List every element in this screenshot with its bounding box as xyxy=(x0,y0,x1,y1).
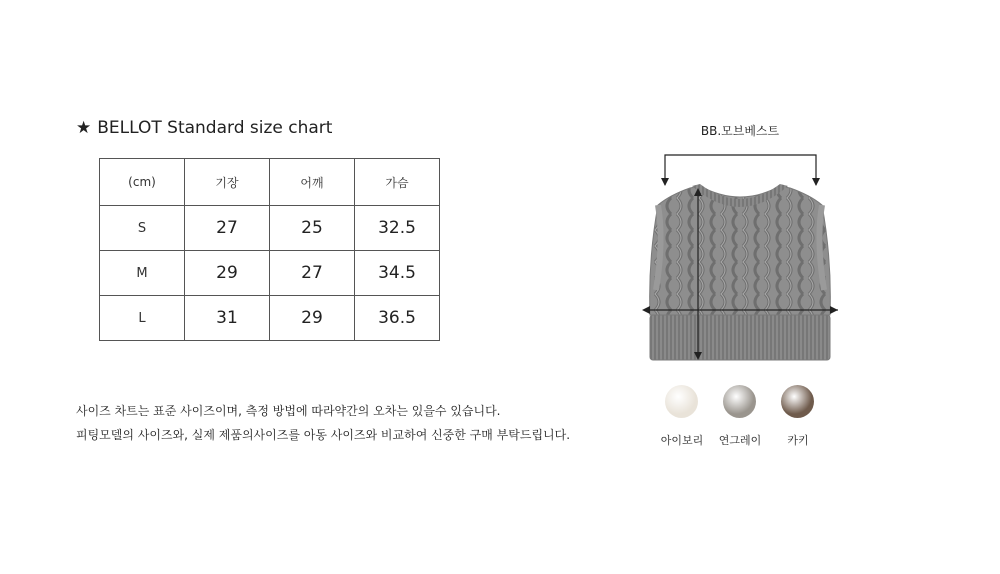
chest-value: 32.5 xyxy=(355,206,440,251)
table-row xyxy=(100,251,440,296)
size-label: L xyxy=(100,296,185,341)
table-row xyxy=(100,206,440,251)
size-label: M xyxy=(100,251,185,296)
header-unit: (cm) xyxy=(100,159,185,206)
note-line: 사이즈 차트는 표준 사이즈이며, 측정 방법에 따라약간의 오차는 있을수 있습니다. xyxy=(76,404,501,418)
shoulder-value: 27 xyxy=(270,251,355,296)
color-swatch-lightgray[interactable] xyxy=(723,385,756,418)
product-name: BB.모브베스트 xyxy=(700,124,780,138)
shoulder-value: 29 xyxy=(270,296,355,341)
length-value: 31 xyxy=(185,296,270,341)
size-notes xyxy=(76,399,570,447)
size-chart-title-text: BELLOT Standard size chart xyxy=(97,118,333,138)
shoulder-value: 25 xyxy=(270,206,355,251)
note-line: 피팅모델의 사이즈와, 실제 제품의사이즈를 아동 사이즈와 비교하여 신중한 구매 부탁드립니다. xyxy=(76,428,571,442)
chest-value: 36.5 xyxy=(355,296,440,341)
star-icon: ★ xyxy=(76,118,92,138)
table-header-row xyxy=(100,159,440,206)
size-chart-title xyxy=(76,118,332,138)
color-label-khaki: 카키 xyxy=(787,434,809,447)
shoulder-measure-arrow xyxy=(661,155,820,186)
size-table xyxy=(99,158,440,341)
color-label-ivory: 아이보리 xyxy=(660,434,704,447)
color-swatch-ivory[interactable] xyxy=(665,385,698,418)
color-swatch-khaki[interactable] xyxy=(781,385,814,418)
vest-image xyxy=(630,150,850,370)
header-length: 기장 xyxy=(185,159,270,206)
header-shoulder: 어깨 xyxy=(270,159,355,206)
length-value: 27 xyxy=(185,206,270,251)
table-row xyxy=(100,296,440,341)
header-chest: 가슴 xyxy=(355,159,440,206)
size-label: S xyxy=(100,206,185,251)
chest-value: 34.5 xyxy=(355,251,440,296)
length-value: 29 xyxy=(185,251,270,296)
color-label-lightgray: 연그레이 xyxy=(718,434,762,447)
